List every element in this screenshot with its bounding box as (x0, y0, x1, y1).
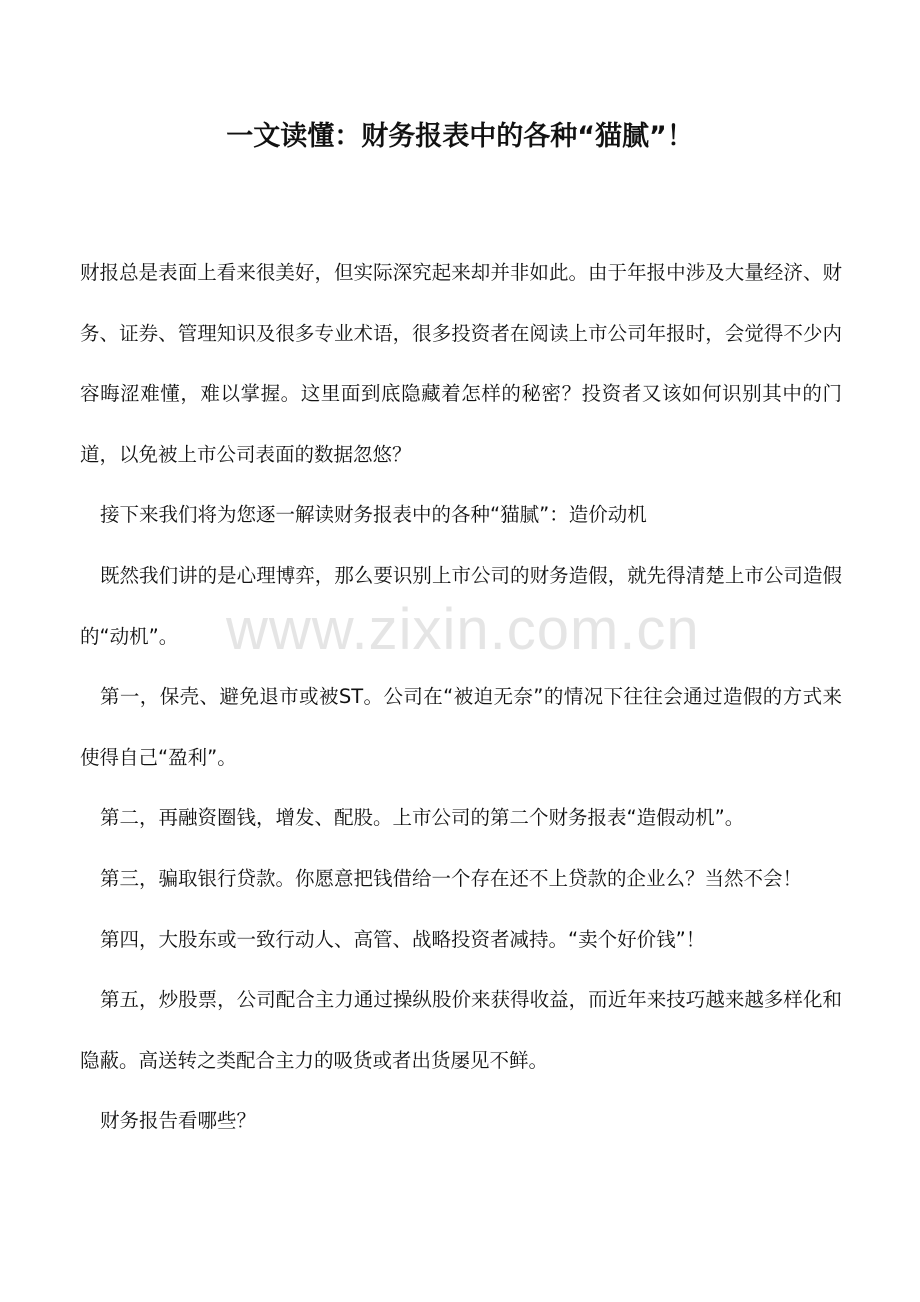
paragraph-fourth: 第四，大股东或一致行动人、高管、战略投资者减持。“卖个好价钱”！ (100, 927, 706, 951)
paragraph-lead-in: 接下来我们将为您逐一解读财务报表中的各种“猫腻”：造价动机 (100, 503, 647, 527)
watermark: www.zixin.com.cn (226, 597, 700, 662)
paragraph-second: 第二，再融资圈钱，增发、配股。上市公司的第二个财务报表“造假动机”。 (100, 806, 745, 830)
paragraph-intro: 财报总是表面上看来很美好，但实际深究起来却并非如此。由于年报中涉及大量经济、财务、证券、管理知识及很多专业术语，很多投资者在阅读上市公司年报时，会觉得不少内容晦涩难懂，难以掌握。这里面到底隐藏着怎样的秘密？投资者又该如何识别其中的门道，以免被上市公司表面的数据忽悠？ (80, 261, 842, 466)
paragraph-third: 第三，骗取银行贷款。你愿意把钱借给一个存在还不上贷款的企业么？当然不会！ (100, 866, 803, 890)
paragraph-fifth: 第五，炒股票，公司配合主力通过操纵股价来获得收益，而近年来技巧越来越多样化和隐蔽。高送转之类配合主力的吸货或者出货屡见不鲜。 (80, 988, 842, 1072)
document-title: 一文读懂：财务报表中的各种“猫腻”！ (226, 121, 694, 152)
paragraph-first: 第一，保壳、避免退市或被ST。公司在“被迫无奈”的情况下往往会通过造假的方式来使得自己“盈利”。 (80, 685, 842, 769)
paragraph-motive: 既然我们讲的是心理博弈，那么要识别上市公司的财务造假，就先得清楚上市公司造假的“动机”。 (80, 563, 842, 648)
document-body (80, 243, 842, 1152)
paragraph-question: 财务报告看哪些？ (100, 1109, 257, 1133)
